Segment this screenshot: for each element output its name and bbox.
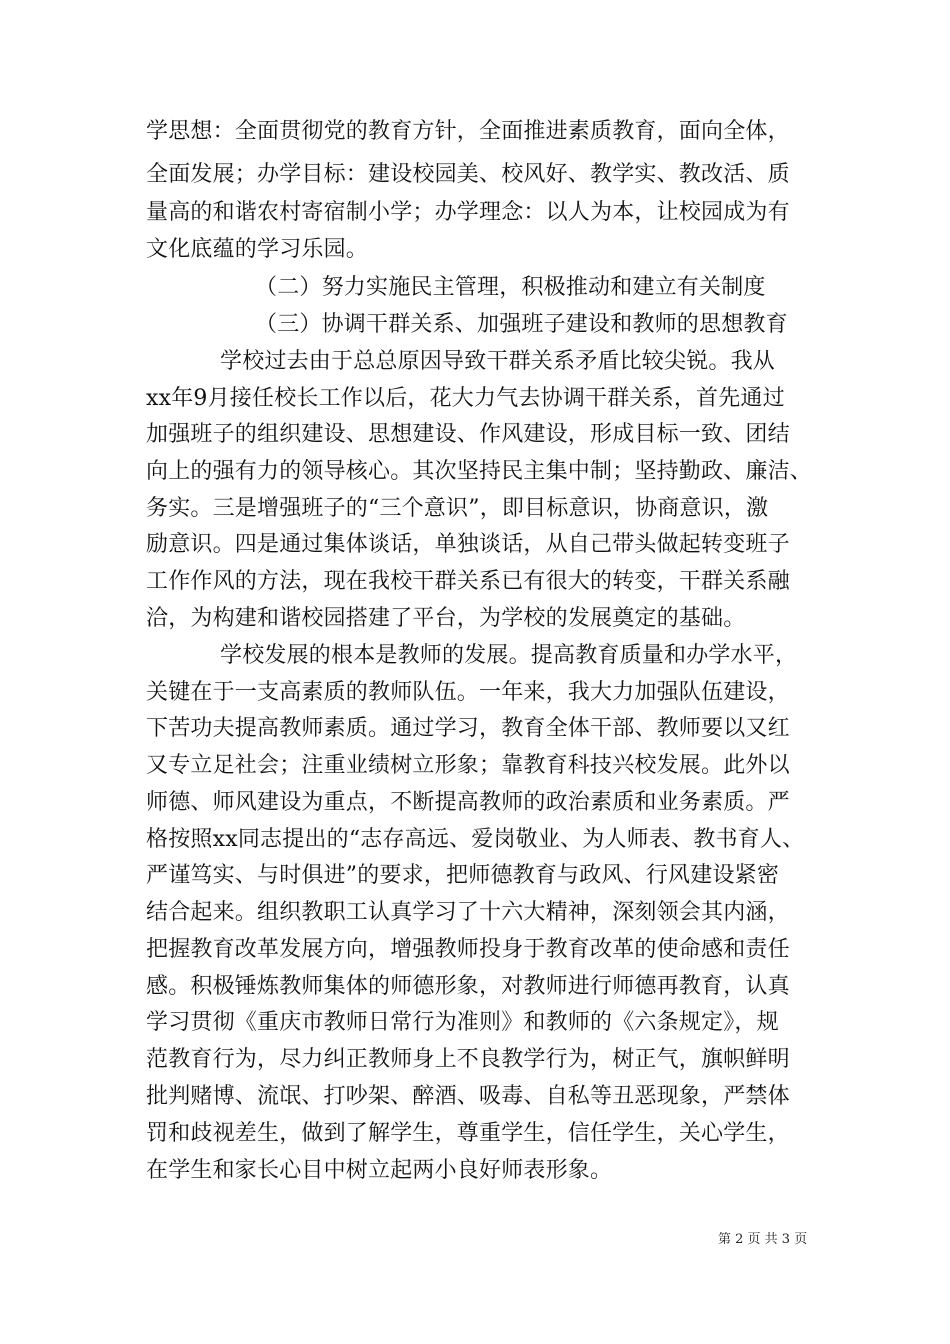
body-line: 格按照xx同志提出的“志存高远、爱岗敬业、为人师表、教书育人、 — [146, 827, 805, 852]
section-heading: （二）努力实施民主管理，积极推动和建立有关制度 — [255, 275, 766, 300]
body-line: xx年9月接任校长工作以后，花大力气去协调干群关系，首先通过 — [146, 386, 785, 411]
body-line: 在学生和家长心目中树立起两小良好师表形象。 — [146, 1158, 613, 1183]
body-line: 学习贯彻《重庆市教师日常行为准则》和教师的《六条规定》，规 — [146, 1010, 779, 1035]
body-line: 范教育行为，尽力纠正教师身上不良教学行为，树正气，旗帜鲜明 — [146, 1047, 790, 1072]
body-line: 加强班子的组织建设、思想建设、作风建设，形成目标一致、团结 — [146, 422, 790, 447]
body-line: 严谨笃实、与时俱进”的要求，把师德教育与政风、行风建设紧密 — [146, 863, 780, 888]
body-line: 学思想：全面贯彻党的教育方针，全面推进素质教育，面向全体， — [146, 119, 790, 144]
body-line: 感。积极锤炼教师集体的师德形象，对教师进行师德再教育，认真 — [146, 974, 790, 999]
body-line: 工作作风的方法，现在我校干群关系已有很大的转变，干群关系融 — [146, 569, 790, 594]
body-line: 全面发展；办学目标：建设校园美、校风好、教学实、教改活、质 — [146, 162, 790, 187]
body-line: 洽，为构建和谐校园搭建了平台，为学校的发展奠定的基础。 — [146, 606, 746, 631]
body-line: 务实。三是增强班子的“三个意识”，即目标意识，协商意识，激 — [146, 496, 769, 521]
paragraph-first-line: 学校发展的根本是教师的发展。提高教育质量和办学水平， — [220, 643, 798, 668]
body-line: 量高的和谐农村寄宿制小学；办学理念：以人为本，让校园成为有 — [146, 200, 790, 225]
body-line: 结合起来。组织教职工认真学习了十六大精神，深刻领会其内涵， — [146, 900, 790, 925]
body-line: 又专立足社会；注重业绩树立形象；靠教育科技兴校发展。此外以 — [146, 753, 790, 778]
body-line: 文化底蕴的学习乐园。 — [146, 237, 369, 262]
body-line: 把握教育改革发展方向，增强教师投身于教育改革的使命感和责任 — [146, 937, 790, 962]
body-line: 师德、师风建设为重点，不断提高教师的政治素质和业务素质。严 — [146, 790, 790, 815]
paragraph-first-line: 学校过去由于总总原因导致干群关系矛盾比较尖锐。我从 — [220, 349, 776, 374]
body-line: 励意识。四是通过集体谈话，单独谈话，从自己带头做起转变班子 — [146, 532, 790, 557]
section-heading: （三）协调干群关系、加强班子建设和教师的思想教育 — [255, 312, 788, 337]
page-number: 第 2 页 共 3 页 — [718, 1232, 808, 1247]
body-line: 向上的强有力的领导核心。其次坚持民主集中制；坚持勤政、廉洁、 — [146, 459, 813, 484]
body-line: 关键在于一支高素质的教师队伍。一年来，我大力加强队伍建设， — [146, 680, 790, 705]
body-line: 批判赌博、流氓、打吵架、醉酒、吸毒、自私等丑恶现象，严禁体 — [146, 1084, 790, 1109]
body-line: 罚和歧视差生，做到了解学生，尊重学生，信任学生，关心学生， — [146, 1121, 790, 1146]
body-line: 下苦功夫提高教师素质。通过学习，教育全体干部、教师要以又红 — [146, 716, 790, 741]
